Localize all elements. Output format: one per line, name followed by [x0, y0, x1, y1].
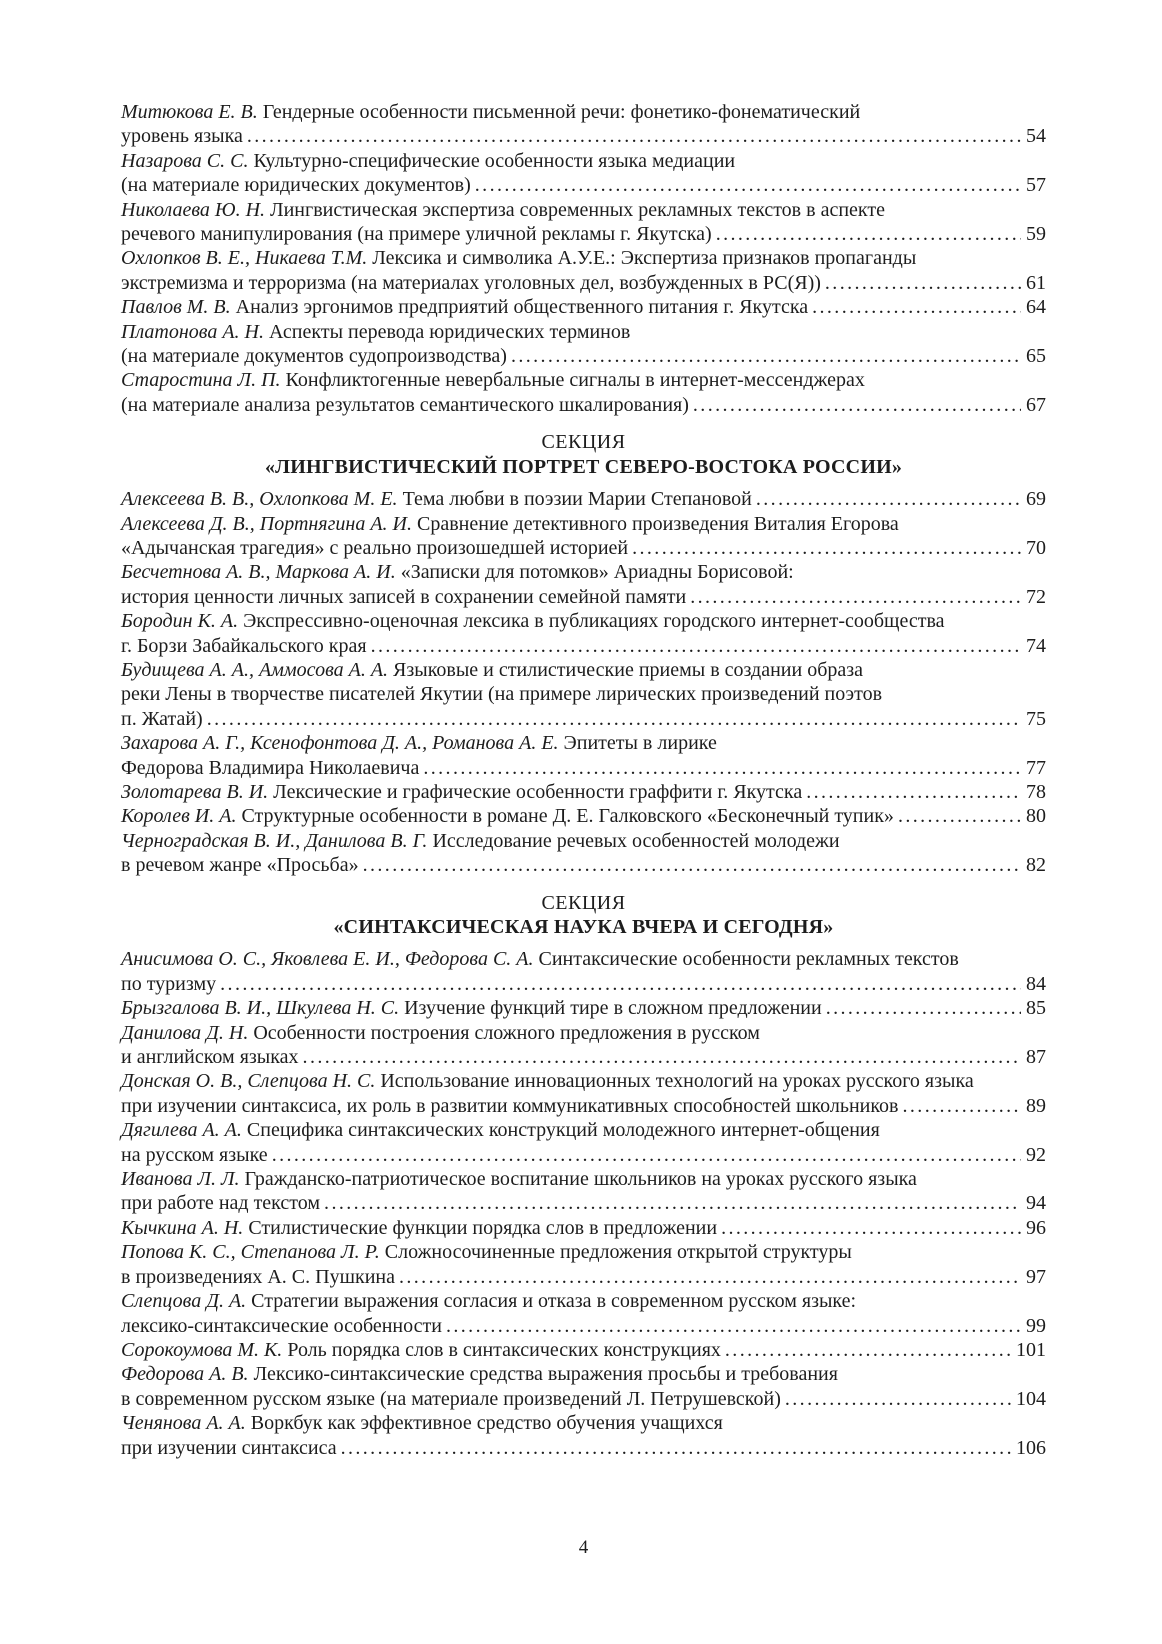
entry-authors: Черноградская В. И., Данилова В. Г. [121, 829, 428, 852]
entry-title-text: Бесчетнова А. В., Маркова А. И. «Записки для потомков» Ариадны Борисовой: [121, 561, 794, 584]
entry-title-text: Слепцова Д. А. Стратегии выражения согласия и отказа в современном русском языке: [121, 1290, 857, 1313]
entry-line [121, 1118, 1046, 1142]
entry-title-text: Черноградская В. И., Данилова В. Г. Исследование речевых особенностей молодежи [121, 829, 840, 852]
toc-entry [121, 1216, 1046, 1240]
entry-page-number: 77 [1026, 756, 1046, 779]
toc-entry [121, 1411, 1046, 1460]
entry-line [121, 271, 1046, 295]
entry-page-number: 74 [1026, 634, 1046, 657]
entry-title-text: Старостина Л. П. Конфликтогенные невербальные сигналы в интернет-мессенджерах [121, 369, 865, 392]
entry-authors: Данилова Д. Н. [121, 1021, 249, 1044]
entry-title-text: Митюкова Е. В. Гендерные особенности письменной речи: фонетико-фонематический [121, 101, 861, 123]
entry-title-text: экстремизма и терроризма (на материалах уголовных дел, возбужденных в РС(Я)) [121, 271, 821, 294]
entry-page-number: 70 [1026, 536, 1046, 559]
entry-authors: Анисимова О. С., Яковлева Е. И., Федорова С. А. [121, 948, 534, 971]
toc-entry [121, 198, 1046, 247]
entry-line [121, 1338, 1046, 1362]
entry-page-number: 87 [1026, 1046, 1046, 1069]
dot-leader [899, 1094, 1022, 1118]
entry-line [121, 149, 1046, 173]
toc-entry [121, 947, 1046, 996]
section-header [121, 891, 1046, 940]
dot-leader [781, 1387, 1011, 1411]
footer-page-number: 4 [578, 1537, 589, 1558]
entry-page-number: 104 [1016, 1387, 1046, 1410]
entry-title-text: Королев И. А. Структурные особенности в романе Д. Е. Галковского «Бесконечный тупик» [121, 805, 894, 828]
entry-page-number: 97 [1026, 1265, 1046, 1288]
entry-line [121, 972, 1046, 996]
entry-page-number: 85 [1026, 997, 1046, 1020]
entry-title-text: Захарова А. Г., Ксенофонтова Д. А., Романова А. Е. Эпитеты в лирике [121, 732, 717, 755]
entry-page-number: 72 [1026, 585, 1046, 608]
section-title: «СИНТАКСИЧЕСКАЯ НАУКА ВЧЕРА И СЕГОДНЯ» [333, 916, 834, 938]
entry-line [121, 634, 1046, 658]
toc-entry [121, 658, 1046, 731]
entry-page-number: 67 [1026, 393, 1046, 416]
toc-entry [121, 1167, 1046, 1216]
page-footer [121, 1537, 1046, 1559]
entry-title-text: на русском языке [121, 1143, 268, 1166]
entry-authors: Назарова С. С. [121, 149, 249, 172]
entry-authors: Ченянова А. А. [121, 1412, 246, 1435]
entry-page-number: 75 [1026, 707, 1046, 730]
entry-title-text: «Адычанская трагедия» с реально произошедшей историей [121, 536, 629, 559]
entry-line [121, 658, 1046, 682]
entry-authors: Попова К. С., Степанова Л. Р. [121, 1241, 380, 1264]
entry-authors: Дягилева А. А. [121, 1119, 242, 1142]
toc-entry [121, 829, 1046, 878]
entry-authors: Золотарева В. И. [121, 780, 269, 803]
entry-line [121, 804, 1046, 828]
entry-line [121, 756, 1046, 780]
entry-line [121, 1411, 1046, 1435]
entry-authors: Слепцова Д. А. [121, 1290, 247, 1313]
dot-leader [894, 804, 1021, 828]
toc-entry [121, 609, 1046, 658]
dot-leader [367, 634, 1021, 658]
entry-line [121, 198, 1046, 222]
dot-leader [712, 222, 1021, 246]
entry-line [121, 368, 1046, 392]
entry-line [121, 1167, 1046, 1191]
entry-line [121, 1021, 1046, 1045]
entry-line [121, 1191, 1046, 1215]
entry-line [121, 996, 1046, 1020]
entry-line [121, 1387, 1046, 1411]
entry-line [121, 1362, 1046, 1386]
entry-page-number: 54 [1026, 125, 1046, 148]
dot-leader [802, 780, 1021, 804]
entry-title-text: Федорова А. В. Лексико-синтаксические средства выражения просьбы и требования [121, 1363, 838, 1386]
entry-title-text: по туризму [121, 972, 217, 995]
entry-line [121, 246, 1046, 270]
entry-page-number: 82 [1026, 854, 1046, 877]
dot-leader [243, 124, 1021, 148]
entry-title-text: Иванова Л. Л. Гражданско-патриотическое воспитание школьников на уроках русского языка [121, 1168, 917, 1191]
entry-title-text: при изучении синтаксиса, их роль в развитии коммуникативных способностей школьников [121, 1094, 899, 1117]
dot-leader [419, 756, 1021, 780]
entry-line [121, 780, 1046, 804]
toc-entry [121, 804, 1046, 828]
entry-title-text: Ченянова А. А. Воркбук как эффективное средство обучения учащихся [121, 1412, 723, 1435]
entry-line [121, 1143, 1046, 1167]
entry-authors: Кычкина А. Н. [121, 1216, 244, 1239]
entry-title-text: Алексеева Д. В., Портнягина А. И. Сравнение детективного произведения Виталия Егорова [121, 512, 899, 535]
entry-page-number: 59 [1026, 223, 1046, 246]
dot-leader [203, 707, 1021, 731]
dot-leader [268, 1143, 1021, 1167]
entry-authors: Королев И. А. [121, 805, 237, 828]
entry-title-text: в современном русском языке (на материале произведений Л. Петрушевской) [121, 1387, 781, 1410]
entry-page-number: 64 [1026, 296, 1046, 319]
toc-entry [121, 320, 1046, 369]
entry-page-number: 78 [1026, 780, 1046, 803]
entry-line [121, 295, 1046, 319]
entry-line [121, 1265, 1046, 1289]
entry-title-text: история ценности личных записей в сохранении семейной памяти [121, 585, 687, 608]
entry-page-number: 96 [1026, 1216, 1046, 1239]
dot-leader [822, 996, 1021, 1020]
entry-authors: Захарова А. Г., Ксенофонтова Д. А., Романова А. Е. [121, 732, 559, 755]
entry-page-number: 99 [1026, 1314, 1046, 1337]
dot-leader [752, 487, 1021, 511]
entry-authors: Алексеева В. В., Охлопкова М. Е. [121, 488, 398, 511]
entry-line [121, 124, 1046, 148]
section-header [121, 430, 1046, 479]
table-of-contents [121, 100, 1046, 1460]
entry-line [121, 1069, 1046, 1093]
dot-leader [442, 1314, 1021, 1338]
entry-line [121, 1289, 1046, 1313]
entry-line [121, 1436, 1046, 1460]
entry-line [121, 320, 1046, 344]
dot-leader [821, 271, 1021, 295]
entry-authors: Брызгалова В. И., Шкулева Н. С. [121, 997, 400, 1020]
entry-title-text: Николаева Ю. Н. Лингвистическая экспертиза современных рекламных текстов в аспекте [121, 198, 885, 221]
entry-line [121, 947, 1046, 971]
entry-line [121, 100, 1046, 124]
entry-line [121, 1240, 1046, 1264]
toc-entry [121, 368, 1046, 417]
dot-leader [359, 853, 1021, 877]
entry-title-text: в речевом жанре «Просьба» [121, 854, 359, 877]
entry-title-text: лексико-синтаксические особенности [121, 1314, 442, 1337]
entry-title-text: уровень языка [121, 125, 243, 148]
entry-line [121, 222, 1046, 246]
toc-entry [121, 1118, 1046, 1167]
dot-leader [721, 1338, 1011, 1362]
dot-leader [320, 1191, 1021, 1215]
entry-title-text: Дягилева А. А. Специфика синтаксических конструкций молодежного интернет-общения [121, 1119, 880, 1142]
entry-title-text: Павлов М. В. Анализ эргонимов предприятий общественного питания г. Якутска [121, 296, 809, 319]
entry-line [121, 1314, 1046, 1338]
entry-title-text: Брызгалова В. И., Шкулева Н. С. Изучение функций тире в сложном предложении [121, 997, 822, 1020]
section-kicker: СЕКЦИЯ [541, 891, 626, 914]
toc-entry [121, 1069, 1046, 1118]
entry-line [121, 707, 1046, 731]
entry-title-text: Кычкина А. Н. Стилистические функции порядка слов в предложении [121, 1216, 718, 1239]
entry-page-number: 69 [1026, 488, 1046, 511]
entry-title-text: Золотарева В. И. Лексические и графические особенности граффити г. Якутска [121, 780, 803, 803]
entry-title-text: Федорова Владимира Николаевича [121, 756, 420, 779]
entry-title-text: Анисимова О. С., Яковлева Е. И., Федорова С. А. Синтаксические особенности рекламных текстов [121, 948, 959, 971]
entry-line [121, 393, 1046, 417]
entry-page-number: 92 [1026, 1143, 1046, 1166]
toc-entry [121, 731, 1046, 780]
entry-authors: Алексеева Д. В., Портнягина А. И. [121, 512, 412, 535]
dot-leader [686, 585, 1021, 609]
entry-line [121, 560, 1046, 584]
entry-title-text: Попова К. С., Степанова Л. Р. Сложносочиненные предложения открытой структуры [121, 1241, 852, 1264]
entry-title-text: Данилова Д. Н. Особенности построения сложного предложения в русском [121, 1021, 760, 1044]
entry-authors: Будищева А. А., Аммосова А. А. [121, 658, 389, 681]
section-kicker: СЕКЦИЯ [541, 431, 626, 454]
entry-page-number: 94 [1026, 1192, 1046, 1215]
dot-leader [628, 536, 1021, 560]
entry-page-number: 101 [1016, 1338, 1046, 1361]
toc-entry [121, 149, 1046, 198]
entry-authors: Донская О. В., Слепцова Н. С. [121, 1070, 376, 1093]
dot-leader [689, 393, 1021, 417]
entry-line [121, 1045, 1046, 1069]
toc-entry [121, 1021, 1046, 1070]
entry-authors: Бесчетнова А. В., Маркова А. И. [121, 561, 396, 584]
entry-title-text: Платонова А. Н. Аспекты перевода юридических терминов [121, 320, 631, 343]
dot-leader [337, 1436, 1011, 1460]
entry-line [121, 585, 1046, 609]
entry-line [121, 344, 1046, 368]
toc-entry [121, 1338, 1046, 1362]
entry-page-number: 80 [1026, 805, 1046, 828]
entry-authors: Сорокоумова М. К. [121, 1338, 283, 1361]
entry-page-number: 61 [1026, 271, 1046, 294]
toc-entry [121, 1240, 1046, 1289]
entry-line [121, 829, 1046, 853]
section-title: «ЛИНГВИСТИЧЕСКИЙ ПОРТРЕТ СЕВЕРО-ВОСТОКА РОССИИ» [264, 455, 903, 478]
entry-line [121, 1216, 1046, 1240]
entry-authors: Павлов М. В. [121, 296, 231, 319]
entry-title-text: Назарова С. С. Культурно-специфические особенности языка медиации [121, 149, 736, 172]
entry-line [121, 487, 1046, 511]
entry-page-number: 89 [1026, 1094, 1046, 1117]
toc-entry [121, 560, 1046, 609]
toc-entry [121, 512, 1046, 561]
dot-leader [717, 1216, 1021, 1240]
dot-leader [808, 295, 1021, 319]
toc-entry [121, 295, 1046, 319]
entry-line [121, 1094, 1046, 1118]
entry-line [121, 536, 1046, 560]
entry-title-text: Будищева А. А., Аммосова А. А. Языковые и стилистические приемы в создании образа [121, 658, 864, 681]
entry-page-number: 106 [1016, 1436, 1046, 1459]
toc-entry [121, 487, 1046, 511]
entry-title-text: и английском языках [121, 1046, 299, 1069]
entry-line [121, 173, 1046, 197]
entry-title-text: Алексеева В. В., Охлопкова М. Е. Тема любви в поэзии Марии Степановой [121, 488, 752, 511]
entry-title-text: при изучении синтаксиса [121, 1436, 337, 1459]
entry-page-number: 57 [1026, 174, 1046, 197]
entry-title-text: при работе над текстом [121, 1192, 321, 1215]
entry-title-text: в произведениях А. С. Пушкина [121, 1265, 395, 1288]
entry-title-text: п. Жатай) [121, 707, 203, 730]
entry-title-text: реки Лены в творчестве писателей Якутии (на примере лирических произведений поэтов [121, 683, 883, 706]
entry-authors: Митюкова Е. В. [121, 101, 258, 123]
entry-authors: Федорова А. В. [121, 1363, 249, 1386]
entry-authors: Иванова Л. Л. [121, 1168, 240, 1191]
toc-entry [121, 780, 1046, 804]
entry-title-text: (на материале анализа результатов семантического шкалирования) [121, 393, 689, 416]
entry-title-text: г. Борзи Забайкальского края [121, 634, 367, 657]
entry-title-text: Сорокоумова М. К. Роль порядка слов в синтаксических конструкциях [121, 1338, 721, 1361]
entry-authors: Бородин К. А. [121, 610, 239, 633]
entry-authors: Старостина Л. П. [121, 369, 281, 392]
entry-title-text: речевого манипулирования (на примере уличной рекламы г. Якутска) [121, 223, 712, 246]
entry-page-number: 65 [1026, 345, 1046, 368]
entry-title-text: Донская О. В., Слепцова Н. С. Использование инновационных технологий на уроках русского языка [121, 1070, 974, 1093]
entry-page-number: 84 [1026, 972, 1046, 995]
dot-leader [216, 972, 1021, 996]
entry-title-text: (на материале юридических документов) [121, 174, 471, 197]
dot-leader [507, 344, 1021, 368]
entry-authors: Охлопков В. Е., Никаева Т.М. [121, 247, 368, 270]
dot-leader [299, 1045, 1021, 1069]
entry-title-text: Охлопков В. Е., Никаева Т.М. Лексика и символика А.У.Е.: Экспертиза признаков пропаганды [121, 247, 917, 270]
dot-leader [471, 173, 1021, 197]
toc-entry [121, 996, 1046, 1020]
entry-title-text: (на материале документов судопроизводства) [121, 345, 507, 368]
entry-line [121, 853, 1046, 877]
dot-leader [395, 1265, 1021, 1289]
entry-line [121, 609, 1046, 633]
toc-entry [121, 1362, 1046, 1411]
entry-line [121, 731, 1046, 755]
toc-entry [121, 100, 1046, 149]
entry-title-text: Бородин К. А. Экспрессивно-оценочная лексика в публикациях городского интернет-сообщества [121, 610, 945, 633]
entry-line [121, 682, 1046, 706]
toc-entry [121, 1289, 1046, 1338]
entry-authors: Платонова А. Н. [121, 320, 264, 343]
entry-authors: Николаева Ю. Н. [121, 198, 266, 221]
entry-line [121, 512, 1046, 536]
toc-entry [121, 246, 1046, 295]
